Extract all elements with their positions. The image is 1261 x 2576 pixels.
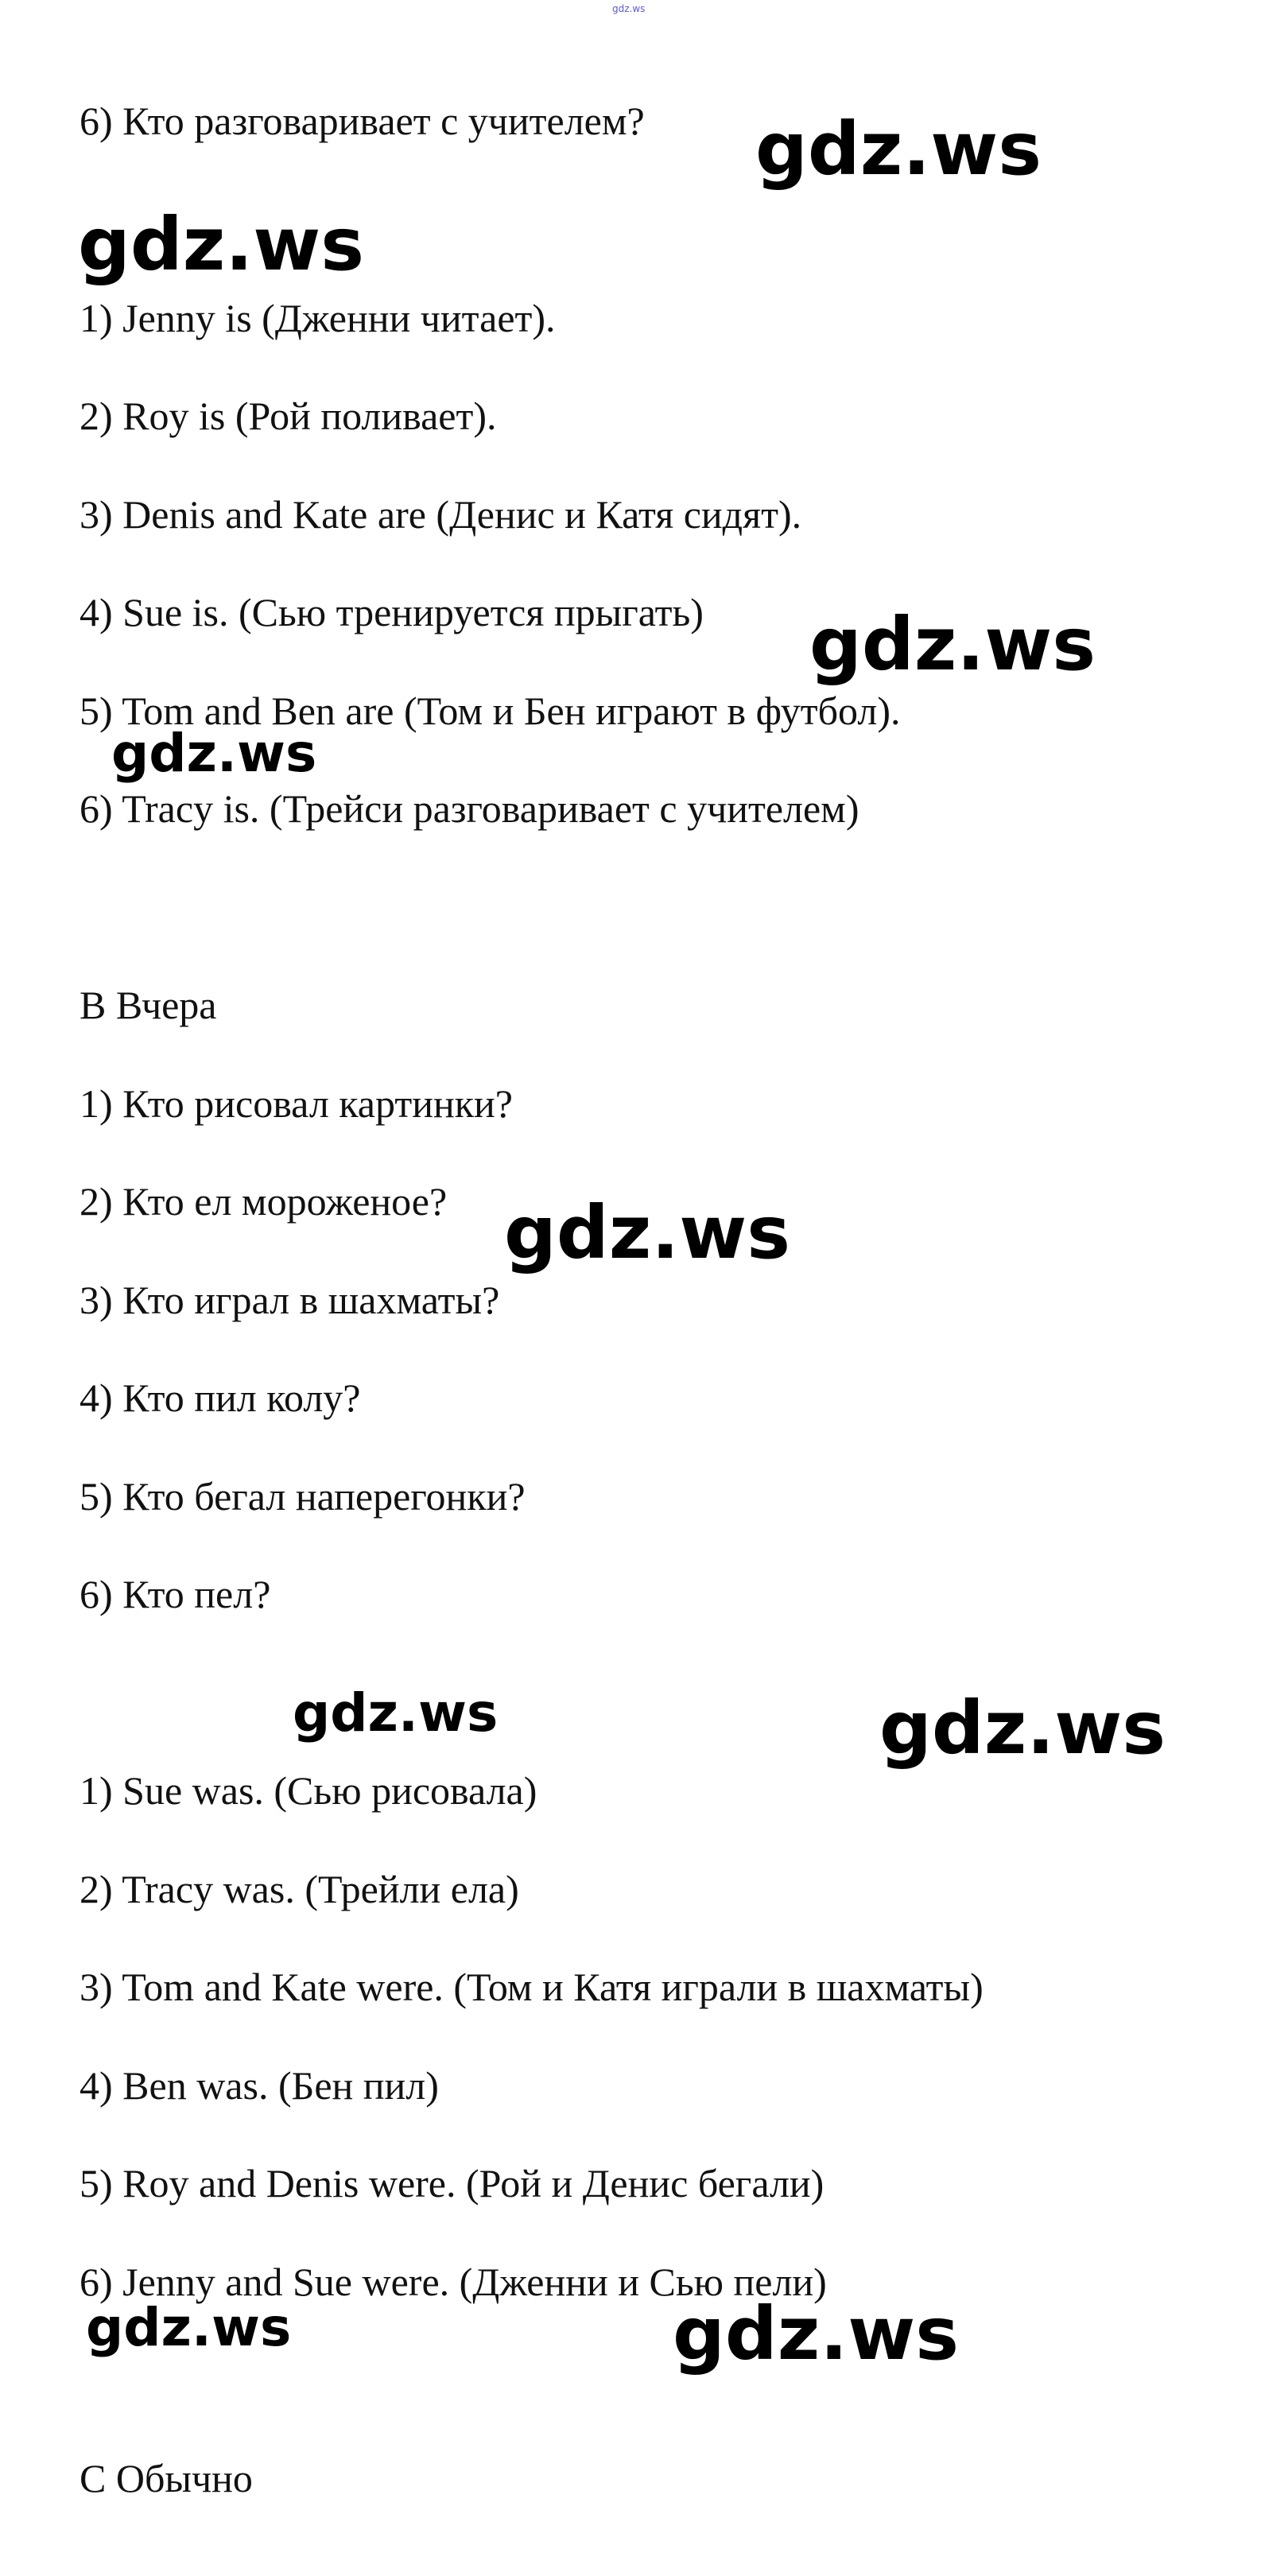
- answer-line: 5) Tom and Ben are (Том и Бен играют в футбол).: [80, 689, 901, 733]
- watermark: gdz.ws: [293, 1682, 499, 1744]
- answer-line: 4) Sue is. (Сью тренируется прыгать): [80, 590, 704, 634]
- answer-line: 2) Roy is (Рой поливает).: [80, 394, 497, 438]
- answer-line: 6) Jenny and Sue were. (Дженни и Сью пели): [80, 2260, 827, 2304]
- question-line: 3) Кто играл в шахматы?: [80, 1278, 500, 1322]
- answer-line: 2) Tracy was. (Трейли ела): [80, 1867, 519, 1911]
- top-watermark: gdz.ws: [612, 3, 646, 14]
- answer-line: 3) Denis and Kate are (Денис и Катя сидят).: [80, 492, 802, 537]
- watermark: gdz.ws: [111, 723, 317, 784]
- answer-line: 5) Roy and Denis were. (Рой и Денис бегали): [80, 2161, 824, 2206]
- answer-line: 1) Jenny is (Дженни читает).: [80, 296, 556, 340]
- question-line: 6) Кто разговаривает с учителем?: [80, 99, 645, 143]
- question-line: 1) Кто рисовал картинки?: [80, 1081, 513, 1126]
- watermark: gdz.ws: [86, 2297, 292, 2358]
- question-line: 2) Кто ел мороженое?: [80, 1179, 448, 1224]
- watermark: gdz.ws: [755, 107, 1042, 192]
- question-line: 4) Кто пил колу?: [80, 1375, 361, 1420]
- answer-line: 3) Tom and Kate were. (Том и Катя играли в шахматы): [80, 1965, 984, 2009]
- section-heading: В Вчера: [80, 983, 217, 1027]
- answer-line: 6) Tracy is. (Трейси разговаривает с учителем): [80, 786, 859, 831]
- watermark: gdz.ws: [809, 602, 1096, 687]
- watermark: gdz.ws: [879, 1686, 1166, 1771]
- question-line: 5) Кто бегал наперегонки?: [80, 1474, 526, 1519]
- watermark: gdz.ws: [673, 2291, 959, 2376]
- watermark: gdz.ws: [504, 1190, 790, 1275]
- answer-line: 4) Ben was. (Бен пил): [80, 2063, 439, 2108]
- section-heading: С Обычно: [80, 2456, 253, 2500]
- answer-line: 1) Sue was. (Сью рисовала): [80, 1768, 537, 1813]
- question-line: 6) Кто пел?: [80, 1572, 271, 1616]
- watermark: gdz.ws: [78, 202, 364, 287]
